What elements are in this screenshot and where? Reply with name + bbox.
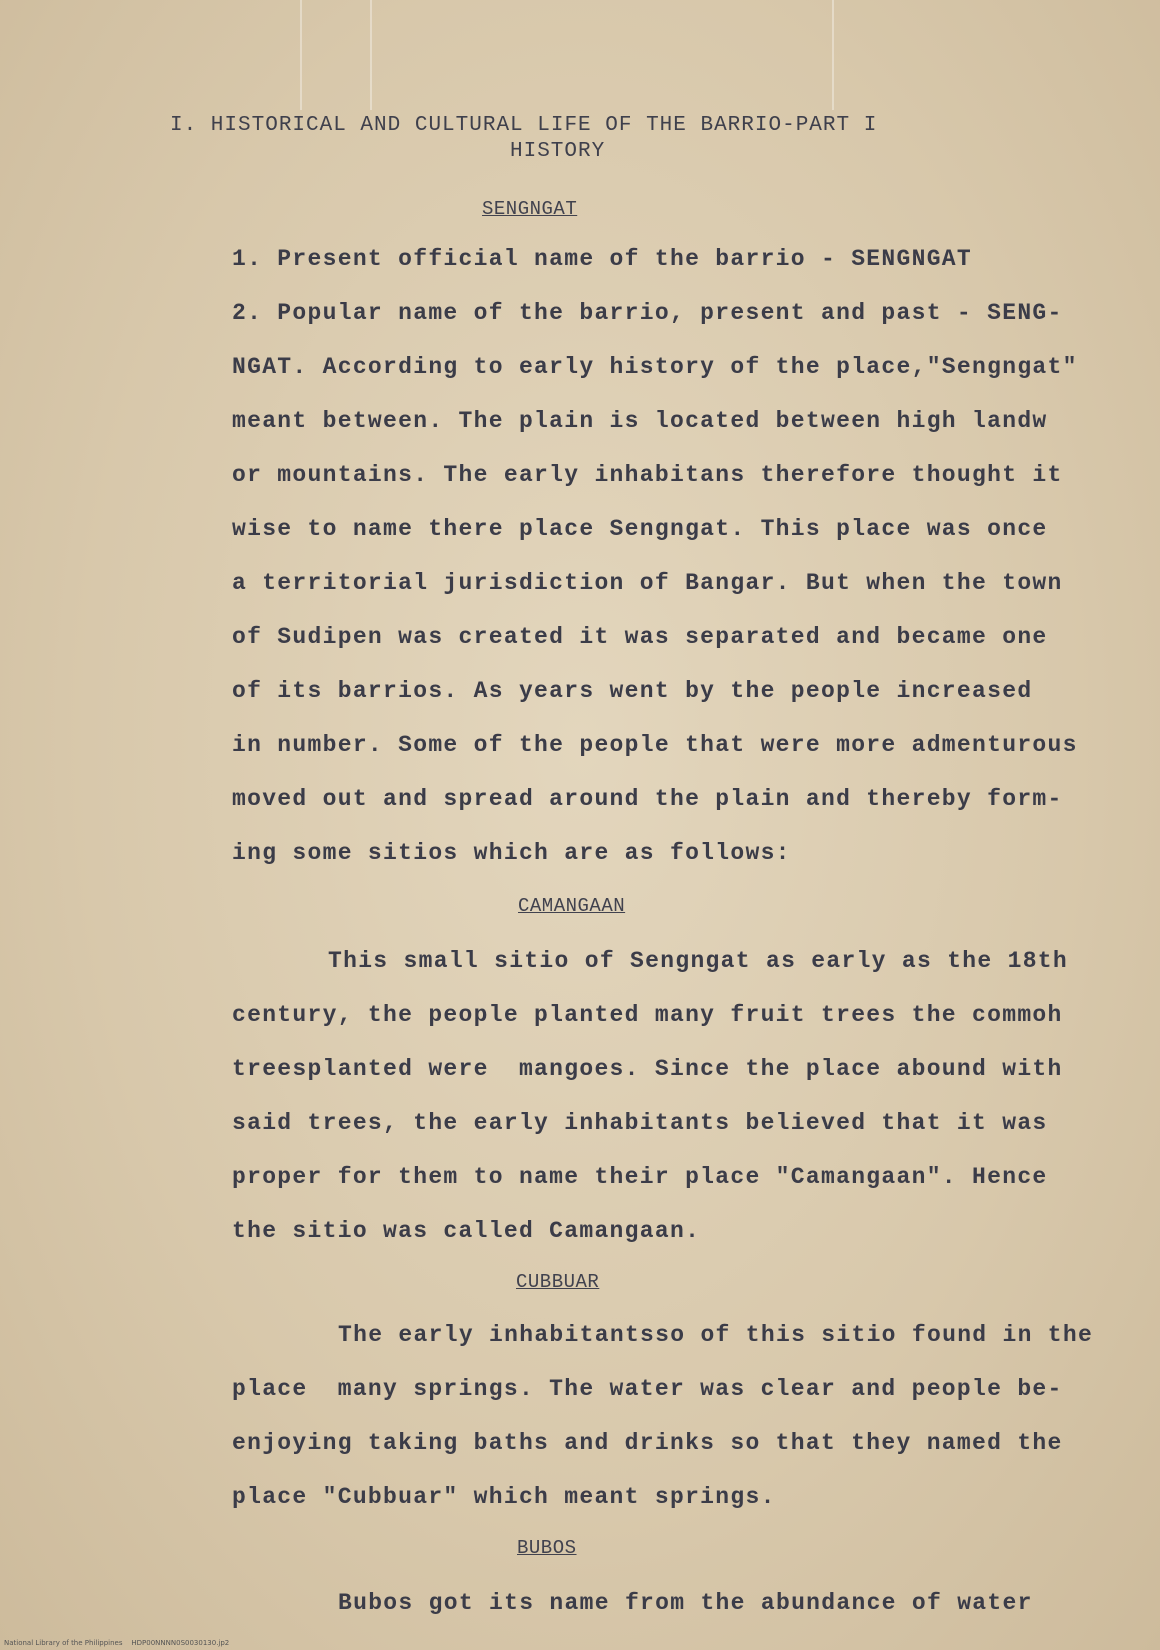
paper-crease	[832, 0, 834, 110]
text-line: This small sitio of Sengngat as early as the 18th	[328, 948, 1069, 974]
section-heading-cubbuar: CUBBUAR	[516, 1271, 600, 1293]
text-line: 2. Popular name of the barrio, present and past - SENG-	[232, 300, 1063, 326]
text-line: place "Cubbuar" which meant springs.	[232, 1484, 776, 1510]
paper-crease	[370, 0, 372, 110]
section-heading-bubos: BUBOS	[517, 1537, 577, 1559]
scan-footer: National Library of the Philippines HDP00NNNN0S0030130.jp2	[4, 1639, 230, 1647]
text-line: century, the people planted many fruit trees the commoh	[232, 1002, 1063, 1028]
section-heading-camangaan: CAMANGAAN	[518, 895, 626, 917]
paper-crease	[300, 0, 302, 110]
text-line: of Sudipen was created it was separated and became one	[232, 624, 1048, 650]
text-line: said trees, the early inhabitants believed that it was	[232, 1110, 1048, 1136]
text-line: meant between. The plain is located between high landw	[232, 408, 1048, 434]
text-line: or mountains. The early inhabitans therefore thought it	[232, 462, 1063, 488]
document-subtitle: HISTORY	[510, 140, 606, 163]
text-line: wise to name there place Sengngat. This place was once	[232, 516, 1048, 542]
text-line: proper for them to name their place "Camangaan". Hence	[232, 1164, 1048, 1190]
text-line: the sitio was called Camangaan.	[232, 1218, 701, 1244]
text-line: a territorial jurisdiction of Bangar. But when the town	[232, 570, 1063, 596]
text-line: place many springs. The water was clear and people be-	[232, 1376, 1063, 1402]
text-line: Bubos got its name from the abundance of water	[338, 1590, 1033, 1616]
text-line: treesplanted were mangoes. Since the place abound with	[232, 1056, 1063, 1082]
text-line: enjoying taking baths and drinks so that they named the	[232, 1430, 1063, 1456]
text-line: of its barrios. As years went by the people increased	[232, 678, 1033, 704]
section-heading-sengngat: SENGNGAT	[482, 198, 578, 220]
text-line: The early inhabitantsso of this sitio found in the	[338, 1322, 1094, 1348]
text-line: in number. Some of the people that were more admenturous	[232, 732, 1078, 758]
text-line: 1. Present official name of the barrio - SENGNGAT	[232, 246, 973, 272]
text-line: ing some sitios which are as follows:	[232, 840, 791, 866]
text-line: NGAT. According to early history of the place,"Sengngat"	[232, 354, 1078, 380]
document-title: I. HISTORICAL AND CULTURAL LIFE OF THE BARRIO-PART I	[170, 114, 878, 137]
text-line: moved out and spread around the plain and thereby form-	[232, 786, 1063, 812]
